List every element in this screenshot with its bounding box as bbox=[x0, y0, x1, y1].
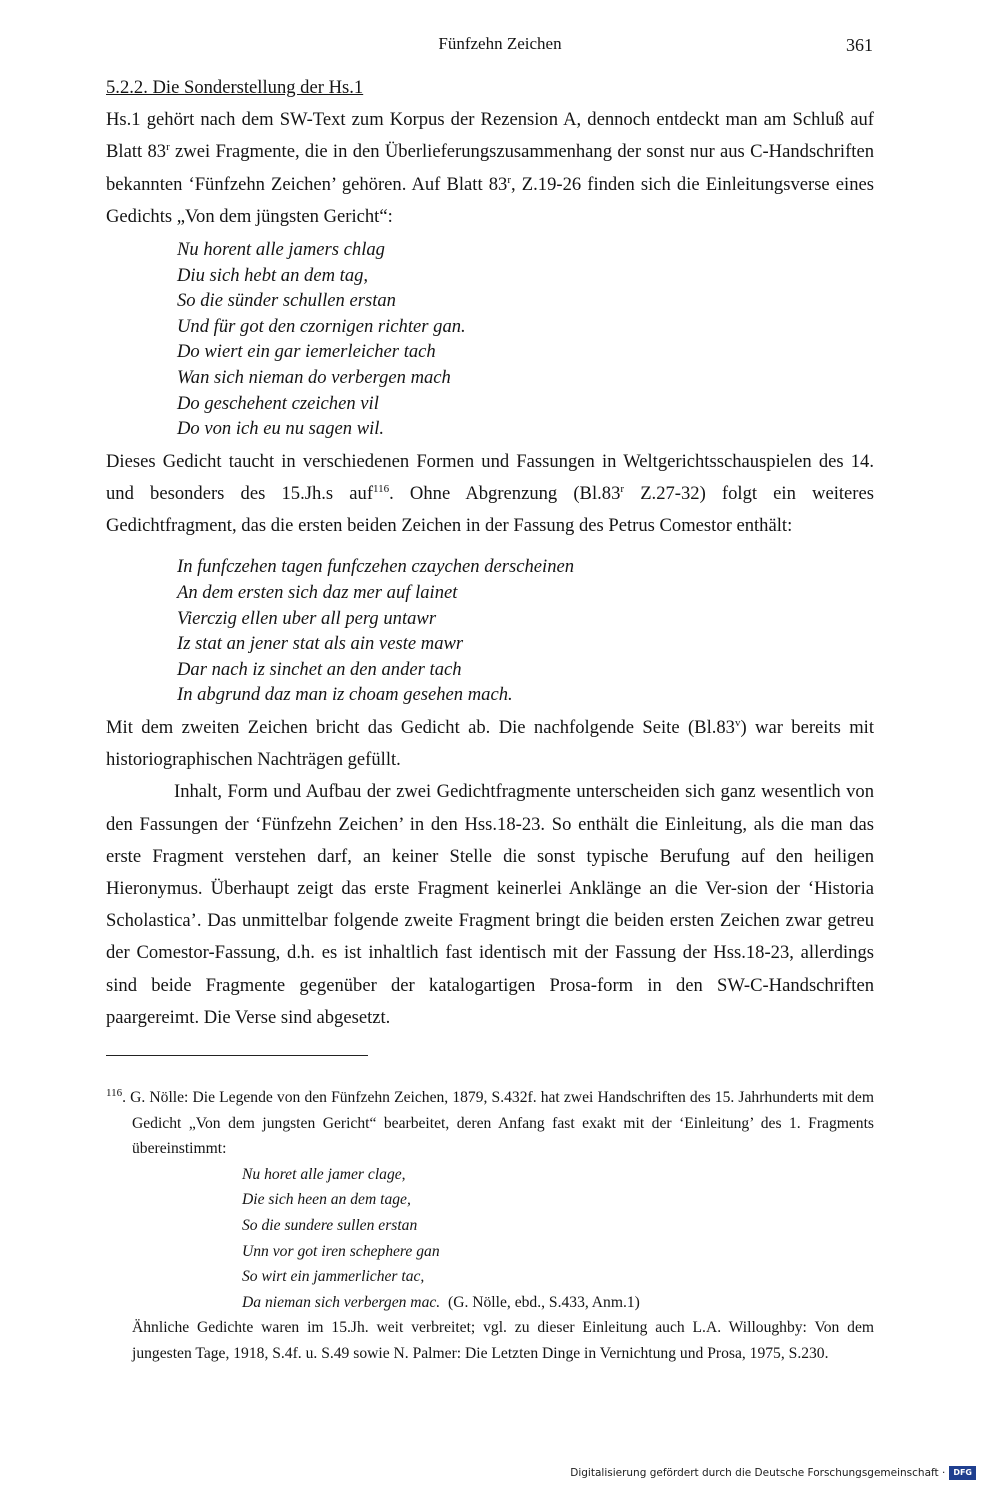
verse-line: Dar nach iz sinchet an den ander tach bbox=[177, 658, 462, 680]
digitization-credit bbox=[570, 1466, 976, 1480]
verse-line: Do von ich eu nu sagen wil. bbox=[177, 418, 385, 440]
digitization-credit-text: Digitalisierung gefördert durch die Deutsche Forschungsgemeinschaft · bbox=[570, 1467, 946, 1479]
paragraph-2-text-a: Dieses Gedicht taucht in verschiedenen Formen und Fassungen in Weltgerichtsschauspielen des 14. und besonders des 15.Jh.s auf bbox=[106, 450, 874, 504]
paragraph-2-text-c: Z.27-32) folgt ein weiteres Gedichtfragment, das die ersten beiden Zeichen in der Fassung des Petrus Comestor enthält: bbox=[106, 482, 874, 537]
running-title: Fünfzehn Zeichen bbox=[438, 34, 562, 53]
footnote-verse-block bbox=[242, 1162, 874, 1316]
running-head bbox=[0, 34, 1000, 58]
paragraph-3-text-a: Mit dem zweiten Zeichen bricht das Gedicht ab. Die nachfolgende Seite (Bl.83 bbox=[106, 716, 735, 738]
paragraph-1 bbox=[106, 104, 874, 233]
verse-line: An dem ersten sich daz mer auf lainet bbox=[177, 581, 458, 603]
body-text bbox=[106, 72, 874, 1034]
footnote bbox=[106, 1085, 874, 1367]
paragraph-1-text-a: Hs.1 gehört nach dem SW-Text zum Korpus der Rezension A, dennoch entdeckt man am Schluß auf Blatt 83 bbox=[106, 109, 874, 163]
footnote-verse-line: Die sich heen an dem tage, bbox=[242, 1191, 411, 1209]
section-heading: 5.2.2. Die Sonderstellung der Hs.1 bbox=[106, 77, 364, 98]
paragraph-3-text-b: ) war bereits mit historiographischen Nachträgen gefüllt. bbox=[106, 716, 875, 771]
superscript-r: r bbox=[620, 482, 625, 495]
verse-line: Wan sich nieman do verbergen mach bbox=[177, 366, 451, 388]
footnote-verse-line: Unn vor got iren schephere gan bbox=[242, 1242, 440, 1260]
verse-block-2 bbox=[177, 554, 874, 708]
superscript-v: v bbox=[734, 716, 741, 729]
verse-line: Nu horent alle jamers chlag bbox=[177, 239, 385, 261]
footnote-verse-line-last bbox=[242, 1290, 874, 1316]
footnote-divider bbox=[106, 1055, 368, 1056]
verse-line: Und für got den czornigen richter gan. bbox=[177, 315, 466, 337]
verse-line: Do wiert ein gar iemerleicher tach bbox=[177, 341, 436, 363]
paragraph-2 bbox=[106, 446, 874, 543]
verse-line: In abgrund daz man iz choam gesehen mach. bbox=[177, 684, 513, 706]
page-number: 361 bbox=[846, 35, 873, 55]
footnote-verse-line: So wirt ein jammerlicher tac, bbox=[242, 1268, 425, 1286]
paragraph-3 bbox=[106, 712, 874, 776]
footnote-marker: 116 bbox=[106, 1086, 123, 1099]
superscript-r: r bbox=[166, 141, 170, 154]
verse-line: So die sünder schullen erstan bbox=[177, 290, 396, 312]
verse-line: In funfczehen tagen funfczehen czaychen derscheinen bbox=[177, 556, 575, 578]
paragraph-4: Inhalt, Form und Aufbau der zwei Gedichtfragmente unterscheiden sich ganz wesentlich von den Fassungen der ‘Fünfzehn Zeichen’ in den Hss.18-23. So enthält die Einleitung, als die man das erste Fragment verstehen darf, an keiner Stelle die sonst typische Berufung auf den heiligen Hieronymus. Überhaupt zeigt das erste Fragment keinerlei Anklänge an die Ver-sion der ‘Historia Scholastica’. Das unmittelbar folgende zweite Fragment bringt die beiden ersten Zeichen zwar getreu der Comestor-Fassung, d.h. es ist inhaltlich fast identisch mit der Fassung der Hss.18-23, allerdings sind beide Fragmente gegenüber der katalogartigen Prosa-form in den SW-C-Handschriften paargereimt. Die Verse sind abgesetzt. bbox=[106, 781, 874, 1028]
footnote-after-text: Ähnliche Gedichte waren im 15.Jh. weit verbreitet; vgl. zu dieser Einleitung auch L.A. Willoughby: Von dem jungesten Tage, 1918, S.4f. u. S.49 sowie N. Palmer: Die Letzten Dinge in Vernichtung und Prosa, 1975, S.230. bbox=[132, 1319, 874, 1362]
footnote-text bbox=[106, 1085, 874, 1162]
verse-line: Iz stat an jener stat als ain veste mawr bbox=[177, 633, 464, 655]
verse-line: Vierczig ellen uber all perg untawr bbox=[177, 607, 437, 629]
footnote-verse-line: Nu horet alle jamer clage, bbox=[242, 1165, 406, 1183]
verse-line: Diu sich hebt an dem tag, bbox=[177, 264, 369, 286]
superscript-r: r bbox=[507, 173, 512, 186]
footnote-reference: 116 bbox=[373, 482, 390, 495]
dfg-logo: DFG bbox=[949, 1466, 976, 1480]
footnote-verse-source: (G. Nölle, ebd., S.433, Anm.1) bbox=[448, 1293, 640, 1311]
footnote-verse-line: So die sundere sullen erstan bbox=[242, 1216, 418, 1234]
verse-block-1 bbox=[177, 237, 874, 442]
paragraph-2-text-b: . Ohne Abgrenzung (Bl.83 bbox=[389, 482, 621, 504]
paragraph-1-text-c: , Z.19-26 finden sich die Einleitungsverse eines Gedichts „Von dem jüngsten Gericht“: bbox=[106, 173, 874, 227]
paragraph-1-text-b: zwei Fragmente, die in den Überlieferungszusammenhang der sonst nur aus C-Handschriften bekannten ‘Fünfzehn Zeichen’ gehören. Auf Blatt 83 bbox=[106, 141, 874, 195]
footnote-verse-line: Da nieman sich verbergen mac. bbox=[242, 1293, 441, 1311]
footnote-body: . G. Nölle: Die Legende von den Fünfzehn Zeichen, 1879, S.432f. hat zwei Handschriften des 15. Jahrhunderts mit dem Gedicht „Von dem jungsten Gericht“ bearbeitet, deren Anfang fast exakt mit der ‘Einleitung’ des 1. Fragments übereinstimmt: bbox=[122, 1089, 874, 1158]
verse-line: Do geschehent czeichen vil bbox=[177, 392, 379, 414]
